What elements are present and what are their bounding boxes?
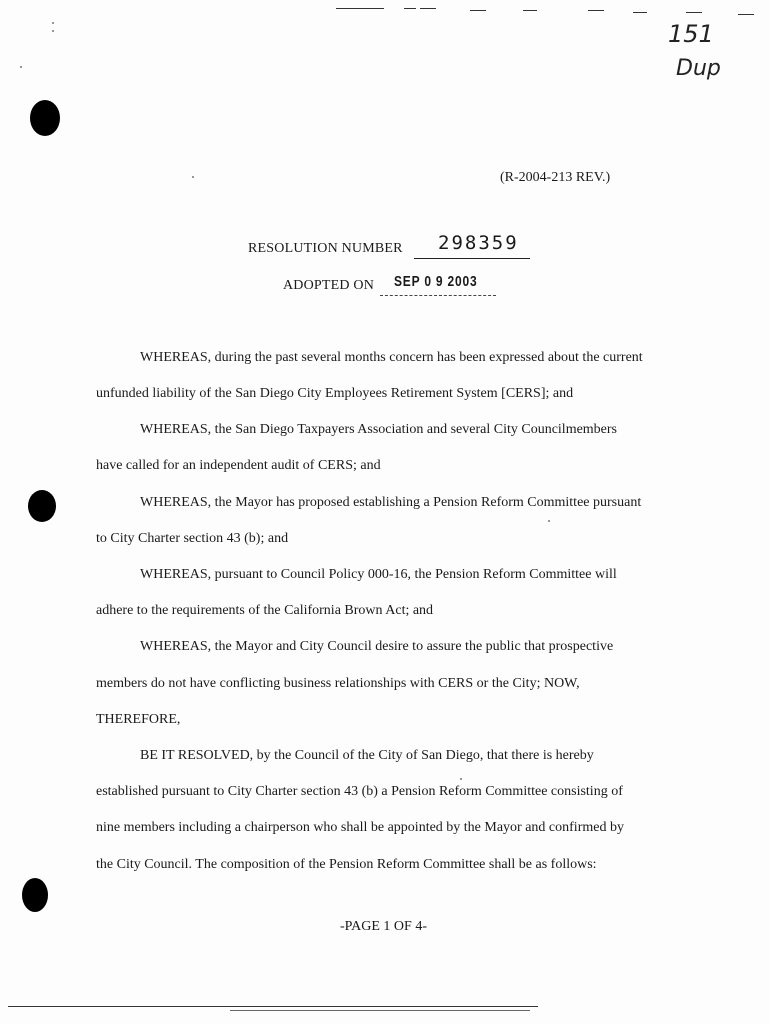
scan-edge-mark <box>738 14 754 15</box>
punch-hole <box>30 100 60 136</box>
body-line: BE IT RESOLVED, by the Council of the City of San Diego, that there is hereby <box>140 748 594 763</box>
body-line: WHEREAS, pursuant to Council Policy 000-16, the Pension Reform Committee will <box>140 567 617 582</box>
scan-speck <box>20 66 22 68</box>
body-line: WHEREAS, the Mayor and City Council desire to assure the public that prospective <box>140 639 614 654</box>
body-line: to City Charter section 43 (b); and <box>96 531 289 546</box>
scan-edge-mark <box>523 10 537 11</box>
body-line: have called for an independent audit of CERS; and <box>96 458 381 473</box>
scan-speck <box>52 30 54 32</box>
scan-edge-mark <box>336 8 384 9</box>
adoption-date-stamp: SEP 0 9 2003 <box>394 273 478 290</box>
scan-edge-mark <box>470 10 486 11</box>
handwritten-note-line2: Dup <box>676 56 721 81</box>
scan-edge-mark <box>588 10 604 11</box>
scan-edge-mark <box>420 8 436 9</box>
scan-edge-mark <box>686 12 702 13</box>
scan-edge-mark <box>633 12 647 13</box>
body-line: established pursuant to City Charter section 43 (b) a Pension Reform Committee consisting of <box>96 784 623 799</box>
adopted-on-label: ADOPTED ON <box>283 278 375 293</box>
body-line: WHEREAS, the San Diego Taxpayers Association and several City Councilmembers <box>140 422 618 437</box>
scan-edge-mark <box>230 1010 530 1011</box>
scan-edge-mark <box>8 1006 538 1007</box>
scan-speck <box>548 520 550 522</box>
page-number-footer: -PAGE 1 OF 4- <box>340 919 427 934</box>
scan-speck <box>52 22 54 24</box>
resolution-number-label: RESOLUTION NUMBER <box>248 241 403 256</box>
adopted-on-underline <box>380 295 496 296</box>
body-line: unfunded liability of the San Diego City Employees Retirement System [CERS]; and <box>96 386 574 401</box>
body-line: THEREFORE, <box>96 712 181 727</box>
resolution-number-value: 298359 <box>438 232 519 254</box>
body-line: nine members including a chairperson who shall be appointed by the Mayor and confirmed by <box>96 820 624 835</box>
punch-hole <box>22 878 48 912</box>
document-reference: (R-2004-213 REV.) <box>500 170 611 185</box>
body-line: the City Council. The composition of the Pension Reform Committee shall be as follows: <box>96 857 597 872</box>
punch-hole <box>28 490 56 522</box>
scan-speck <box>460 778 462 780</box>
scan-speck <box>192 176 194 178</box>
body-line: adhere to the requirements of the California Brown Act; and <box>96 603 434 618</box>
body-line: WHEREAS, the Mayor has proposed establishing a Pension Reform Committee pursuant <box>140 495 642 510</box>
scan-edge-mark <box>404 8 416 9</box>
body-line: members do not have conflicting business relationships with CERS or the City; NOW, <box>96 676 580 691</box>
handwritten-note-line1: 151 <box>668 20 714 48</box>
resolution-number-underline <box>414 258 530 259</box>
body-line: WHEREAS, during the past several months concern has been expressed about the current <box>140 350 643 365</box>
